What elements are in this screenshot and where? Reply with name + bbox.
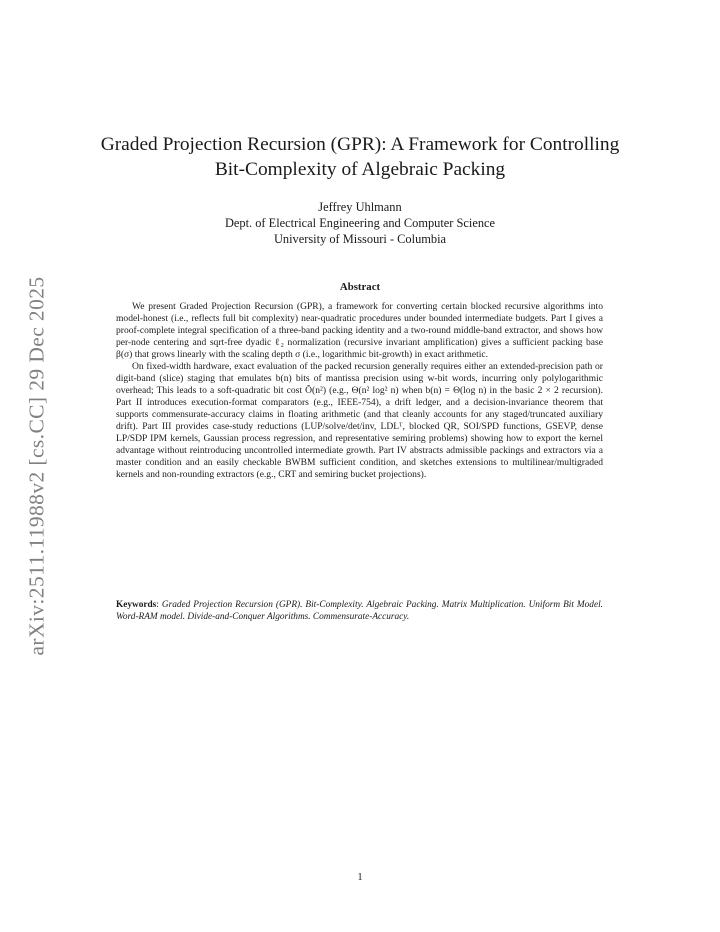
- abstract-heading: Abstract: [339, 281, 381, 293]
- keywords-label: Keywords: [116, 600, 157, 610]
- author-institution: University of Missouri - Columbia: [273, 232, 447, 246]
- author-name: Jeffrey Uhlmann: [318, 200, 402, 214]
- keywords-block: Keywords: Graded Projection Recursion (GPR). Bit-Complexity. Algebraic Packing. Matrix Multiplication. Uniform Bit Model. Word-RAM model. Divide-and-Conquer Algorithms. Commensurate-Accuracy.: [116, 600, 603, 622]
- abstract-paragraph: We present Graded Projection Recursion (GPR), a framework for converting certain blocked recursive algorithms into model-honest (i.e., reflects full bit complexity) near-quadratic procedures under bounded intermediate budgets. Part I gives a proof-complete integral specification of a three-band packing identity and a two-round middle-band extractor, and shows how per-node centering and sqrt-free dyadic ℓ₂ normalization (recursive invariant amplification) gives a sufficient packing base β(σ) that grows linearly with the scaling depth σ (i.e., logarithmic bit-growth) in exact arithmetic.: [116, 301, 603, 360]
- author-block: [120, 199, 600, 247]
- page-number: 1: [357, 872, 363, 883]
- arxiv-stamp: arXiv:2511.11988v2 [cs.CC] 29 Dec 2025: [24, 276, 49, 656]
- author-department: Dept. of Electrical Engineering and Computer Science: [224, 216, 496, 230]
- abstract-paragraph: On fixed-width hardware, exact evaluation of the packed recursion generally requires either an extended-precision path or digit-band (slice) staging that emulates b(n) bits of mantissa precision using w-bit words, incurring only polylogarithmic overhead; This leads to a soft-quadratic bit cost Õ(n²) (e.g., Θ(n² log² n) when b(n) = Θ(log n) in the basic 2 × 2 recursion). Part II introduces execution-format comparators (e.g., IEEE-754), a drift ledger, and a decision-invariance theorem that supports commensurate-accuracy claims in floating arithmetic (and that cleanly accounts for any staged/truncated auxiliary drift). Part III provides case-study reductions (LUP/solve/det/inv, LDLᵀ, blocked QR, SOI/SPD functions, GSEVP, dense LP/SDP IPM kernels, Gaussian process regression, and representative semiring problems) showing how to export the kernel advantage without reintroducing uncontrolled intermediate growth. Part IV abstracts admissible packings and extractors via a master condition and an easily checkable BWBM sufficient condition, and sketches extensions to multilinear/multigraded kernels and non-rounding extractors (e.g., CRT and semiring bucket projections).: [116, 361, 603, 480]
- arxiv-sidebar: [20, 260, 54, 672]
- keywords-text: Graded Projection Recursion (GPR). Bit-Complexity. Algebraic Packing. Matrix Multiplication. Uniform Bit Model. Word-RAM model. Divide-and-Conquer Algorithms. Commensurate-Accuracy.: [116, 600, 603, 622]
- abstract-body: [116, 301, 603, 481]
- paper-title: Graded Projection Recursion (GPR): A Framework for Controlling Bit-Complexity of Algebraic Packing: [100, 134, 620, 180]
